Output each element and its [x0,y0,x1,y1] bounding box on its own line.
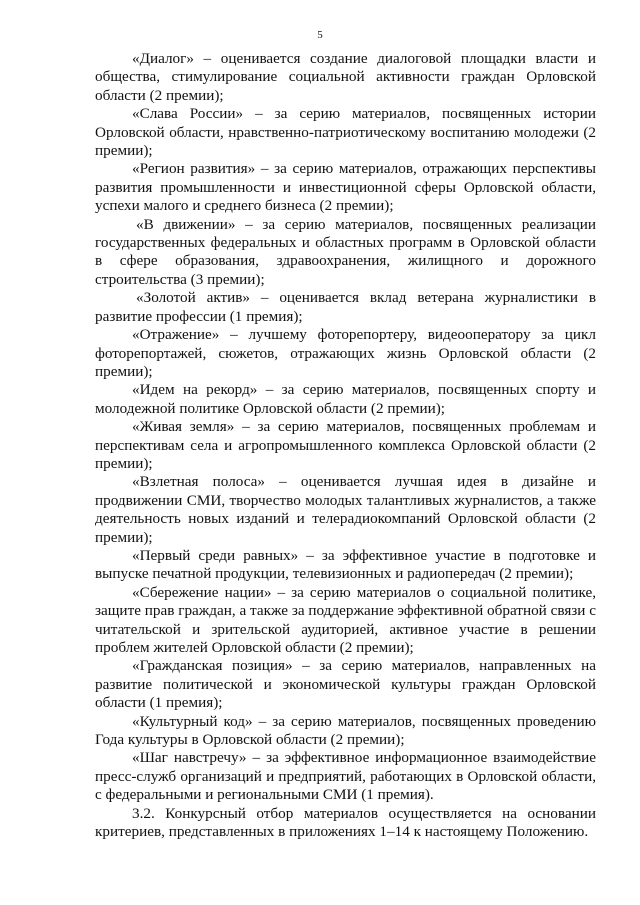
page-number: 5 [317,29,323,41]
paragraph-development-region-nomination: «Регион развития» – за серию материалов, отражающих перспективы развития промышленности и инвестиционной сферы Орловской области, успехи малого и среднего бизнеса (2 премии); [95,160,596,215]
paragraph-golden-asset-nomination: «Золотой актив» – оценивается вклад ветерана журналистики в развитие профессии (1 премия); [95,289,596,325]
paragraph-cultural-code-nomination: «Культурный код» – за серию материалов, посвященных проведению Года культуры в Орловской области (2 премии); [95,712,596,749]
paragraph-glory-of-russia-nomination: «Слава России» – за серию материалов, посвященных истории Орловской области, нравственно-патриотическому воспитанию молодежи (2 премии); [95,105,596,160]
paragraph-civic-position-nomination: «Гражданская позиция» – за серию материалов, направленных на развитие политической и экономической культуры граждан Орловской области (1 премия); [95,657,596,712]
paragraph-step-forward-nomination: «Шаг навстречу» – за эффективное информационное взаимодействие пресс-служб организаций и предприятий, работающих в Орловской области, с федеральными и региональными СМИ (1 премия). [95,749,596,804]
paragraph-dialog-nomination: «Диалог» – оценивается создание диалоговой площадки власти и общества, стимулирование социальной активности граждан Орловской области (2 премии); [95,50,596,104]
paragraph-reflection-nomination: «Отражение» – лучшему фоторепортеру, видеооператору за цикл фоторепортажей, сюжетов, отражающих жизнь Орловской области (2 премии); [95,326,596,380]
paragraph-living-land-nomination: «Живая земля» – за серию материалов, посвященных проблемам и перспективам села и агропромышленного комплекса Орловской области (2 премии); [95,418,596,472]
paragraph-first-among-equals-nomination: «Первый среди равных» – за эффективное участие в подготовке и выпуске печатной продукции, телевизионных и радиопередач (2 премии); [95,546,596,583]
paragraph-record-nomination: «Идем на рекорд» – за серию материалов, посвященных спорту и молодежной политике Орловской области (2 премии); [95,381,596,417]
paragraph-section-3-2: 3.2. Конкурсный отбор материалов осуществляется на основании критериев, представленных в приложениях 1–14 к настоящему Положению. [95,804,596,841]
paragraph-nation-preservation-nomination: «Сбережение нации» – за серию материалов о социальной политике, защите прав граждан, а также за поддержание эффективной обратной связи с читательской и зрительской аудиторией, активное участие в решении проблем жителей Орловской области (2 премии); [95,583,596,656]
paragraph-in-motion-nomination: «В движении» – за серию материалов, посвященных реализации государственных федеральных и областных программ в Орловской области в сфере образования, здравоохранения, жилищного и дорожного строительства (3 премии); [95,215,596,288]
paragraph-runway-nomination: «Взлетная полоса» – оценивается лучшая идея в дизайне и продвижении СМИ, творчество молодых талантливых журналистов, а также деятельность новых изданий и телерадиокомпаний Орловской области (2 премии); [95,473,596,546]
document-body [95,50,596,841]
